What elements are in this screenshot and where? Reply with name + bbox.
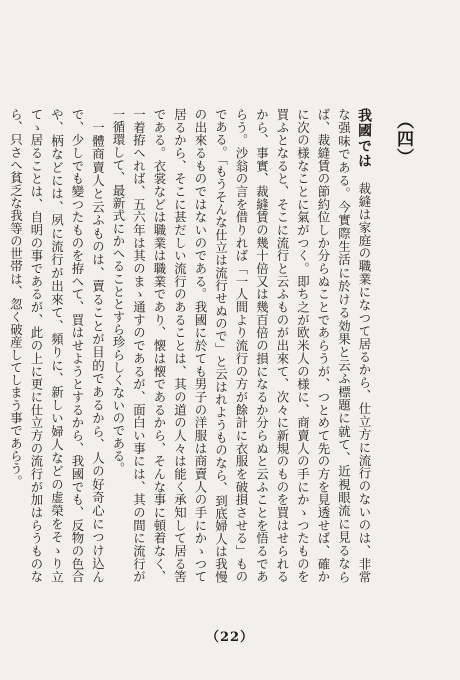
paragraph-1-text: 裁縫は家庭の職業になつて居るから、仕立方に流行のないのは、非常な强味である。今實際生活に於ける効果と云ふ標題に就て、近視眼流に見るならば、裁縫賃の節約位しか分らぬことであらうが、つとめて先の方を見透せば、確かに次の様なことに氣がつく。即ち之が欧米人の様に、商賣人の手にかゝつたものを買ふとなると、そこに流行と云ふものが出來て、次々に新規のものを買はせられるから、事實、裁縫賃の幾十倍又は幾百倍の損になるか分らぬと云ふことを悟るであらう。沙翁の言を借りれば「一人間より流行の方が餘計に衣服を破損させる」ものである。「もうそんな仕立は流行せぬので」と云はれようものなら、到底婦人は我慢の出來るものではないのである。我國に於ても男子の洋服は商賣人の手にかゝつて居るから、そこに甚だしい流行のあることは、其の道の人々は能く承知して居る筈である。衣裳などは職業は職業であり、懐は懐であるから、そんな事に頓着なく、一着拵へれば、五六年は其のまゝ通すのであるが、面白い事には、其の間に流行が一循環して、最新式にかへることとすら珍らしくないのである。 (111, 108, 372, 584)
body-text (8, 108, 374, 584)
paragraph-1 (108, 108, 375, 583)
section-heading: 我國では (356, 108, 372, 170)
paragraph-2-text: 一體商賣人と云ふものは、賣ることが目的であるから、人の好奇心につけ込んで、少しでも變つたものを拵へて、買はせようとするから、我國でも、反物の色合や、柄などには、夙に流行が出來て、頻りに、新しい婦人などの虚榮をそゝり立てゝ居ることは、自明の事であるが、此の上に更に仕立方の流行が加はらうものなら、只さへ貧乏な我等の世帯は、忽く破産してしまう事であらう。 (8, 108, 106, 584)
page-number: （22） (205, 630, 255, 645)
paragraph-2 (5, 108, 108, 583)
section-number: （四） (393, 112, 413, 166)
